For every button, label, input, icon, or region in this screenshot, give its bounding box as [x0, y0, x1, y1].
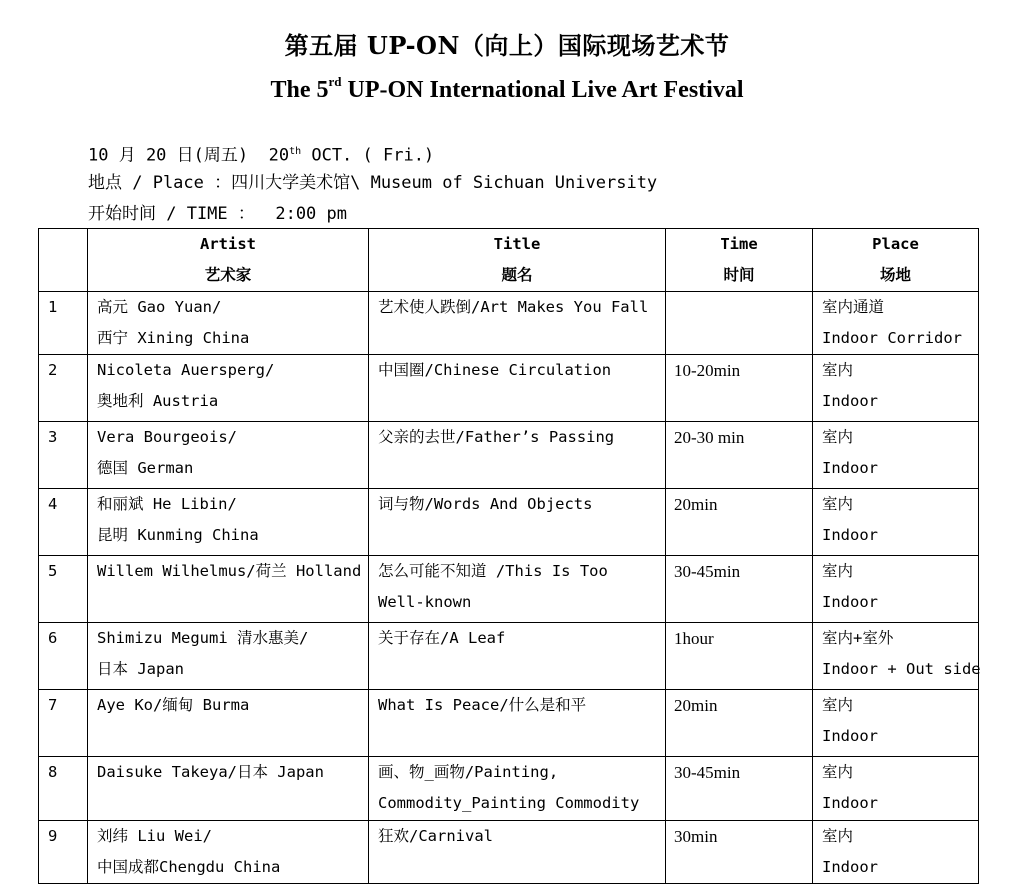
- cell-number: [39, 821, 88, 884]
- cell-time: [666, 821, 813, 884]
- cell-artist-line: 德国 German: [97, 459, 194, 477]
- table-row: [39, 757, 979, 821]
- table-row: [39, 556, 979, 623]
- event-place: 地点 / Place ：四川大学美术馆\ Museum of Sichuan University: [88, 173, 658, 193]
- table-row: [39, 623, 979, 690]
- cell-artist-line: Vera Bourgeois/: [97, 428, 237, 446]
- cell-artist-line: 中国成都Chengdu China: [97, 858, 281, 876]
- table-header-row: [39, 229, 979, 292]
- cell-artist: [88, 821, 369, 884]
- cell-number: [39, 556, 88, 623]
- title-en-prefix: The 5: [270, 77, 329, 103]
- title-en-suffix: UP-ON International Live Art Festival: [341, 77, 744, 103]
- header-artist-cn: 艺术家: [204, 266, 252, 284]
- cell-time-line: 20min: [674, 495, 718, 514]
- cell-artist-line: 日本 Japan: [97, 660, 184, 678]
- cell-place-line: Indoor: [822, 794, 878, 812]
- table-row: [39, 690, 979, 757]
- header-title-en: Title: [493, 235, 541, 253]
- cell-place-line: Indoor: [822, 727, 878, 745]
- cell-title-line: 怎么可能不知道 /This Is Too: [378, 562, 608, 580]
- cell-title: [369, 422, 666, 489]
- cell-place-line: 室内: [822, 562, 854, 580]
- header-time: [666, 229, 813, 292]
- cell-artist-line: 奥地利 Austria: [97, 392, 219, 410]
- cell-artist: [88, 556, 369, 623]
- cell-place: [813, 489, 979, 556]
- cell-artist-line: Willem Wilhelmus/荷兰 Holland: [97, 562, 362, 580]
- cell-time-line: 30-45min: [674, 562, 741, 581]
- cell-artist-line: 昆明 Kunming China: [97, 526, 259, 544]
- cell-time-line: 1hour: [674, 629, 714, 648]
- cell-number: [39, 690, 88, 757]
- cell-place-line: 室内+室外: [822, 629, 894, 647]
- cell-number: [39, 355, 88, 422]
- page-title-english: [0, 76, 1014, 104]
- cell-place: [813, 690, 979, 757]
- table-row: [39, 821, 979, 884]
- cell-artist: [88, 623, 369, 690]
- header-artist: [88, 229, 369, 292]
- cell-title: [369, 821, 666, 884]
- cell-time-line: 20min: [674, 696, 718, 715]
- cell-title: [369, 757, 666, 821]
- cell-time: [666, 292, 813, 355]
- header-time-cn: 时间: [723, 266, 755, 284]
- cell-title-line: 关于存在/A Leaf: [378, 629, 506, 647]
- cell-place-line: 室内: [822, 827, 854, 845]
- schedule-table: [38, 228, 979, 884]
- cell-place-line: 室内: [822, 428, 854, 446]
- date-suffix: OCT. ( Fri.): [301, 145, 435, 166]
- cell-place-line: 室内: [822, 763, 854, 781]
- cell-time-line: 30min: [674, 827, 718, 846]
- cell-place: [813, 292, 979, 355]
- cell-number-line: 2: [48, 361, 58, 379]
- header-artist-en: Artist: [200, 235, 256, 253]
- cell-title-line: 词与物/Words And Objects: [378, 495, 593, 513]
- cell-place: [813, 623, 979, 690]
- table-row: [39, 355, 979, 422]
- cell-title-line: 画、物_画物/Painting,: [378, 763, 559, 781]
- cell-title: [369, 623, 666, 690]
- event-date: [88, 142, 434, 166]
- cell-place-line: 室内: [822, 361, 854, 379]
- cell-artist-line: Aye Ko/缅甸 Burma: [97, 696, 250, 714]
- cell-title-line: Well-known: [378, 593, 472, 611]
- cell-artist: [88, 355, 369, 422]
- cell-time: [666, 489, 813, 556]
- cell-artist-line: Daisuke Takeya/日本 Japan: [97, 763, 324, 781]
- cell-artist-line: 刘纬 Liu Wei/: [97, 827, 212, 845]
- cell-number-line: 3: [48, 428, 58, 446]
- cell-title: [369, 556, 666, 623]
- cell-place-line: Indoor Corridor: [822, 329, 962, 347]
- cell-place: [813, 355, 979, 422]
- cell-time-line: 10-20min: [674, 361, 741, 380]
- cell-title: [369, 355, 666, 422]
- header-place-cn: 场地: [879, 266, 911, 284]
- cell-place-line: Indoor: [822, 593, 878, 611]
- cell-number-line: 4: [48, 495, 58, 513]
- table-row: [39, 422, 979, 489]
- cell-place-line: 室内: [822, 495, 854, 513]
- cell-artist-line: Nicoleta Auersperg/: [97, 361, 275, 379]
- cell-title: [369, 292, 666, 355]
- title-en-superscript: rd: [328, 74, 342, 89]
- cell-artist-line: 高元 Gao Yuan/: [97, 298, 222, 316]
- cell-place: [813, 821, 979, 884]
- header-number: [39, 229, 88, 292]
- cell-time-line: 20-30 min: [674, 428, 745, 447]
- header-time-en: Time: [720, 235, 758, 253]
- cell-time: [666, 355, 813, 422]
- page-title-chinese: 第五届 UP-ON（向上）国际现场艺术节: [284, 31, 730, 60]
- header-title: [369, 229, 666, 292]
- cell-title-line: 中国圈/Chinese Circulation: [378, 361, 612, 379]
- header-place-en: Place: [872, 235, 919, 253]
- cell-time: [666, 422, 813, 489]
- header-place: [813, 229, 979, 292]
- cell-place-line: 室内: [822, 696, 854, 714]
- cell-number: [39, 623, 88, 690]
- cell-artist: [88, 422, 369, 489]
- cell-number: [39, 489, 88, 556]
- cell-artist-line: Shimizu Megumi 清水惠美/: [97, 629, 309, 647]
- cell-title-line: 父亲的去世/Father’s Passing: [378, 428, 615, 446]
- cell-place-line: Indoor: [822, 392, 878, 410]
- cell-place: [813, 757, 979, 821]
- cell-time: [666, 623, 813, 690]
- cell-number: [39, 757, 88, 821]
- cell-place-line: Indoor + Out side: [822, 660, 981, 678]
- cell-title-line: 艺术使人跌倒/Art Makes You Fall: [378, 298, 649, 316]
- cell-number-line: 5: [48, 562, 58, 580]
- cell-number: [39, 422, 88, 489]
- cell-number: [39, 292, 88, 355]
- cell-number-line: 8: [48, 763, 58, 781]
- cell-place-line: Indoor: [822, 858, 878, 876]
- cell-place-line: Indoor: [822, 459, 878, 477]
- cell-place-line: 室内通道: [822, 298, 885, 316]
- cell-title: [369, 489, 666, 556]
- cell-place: [813, 422, 979, 489]
- cell-number-line: 1: [48, 298, 58, 316]
- cell-number-line: 7: [48, 696, 58, 714]
- event-start-time: 开始时间 / TIME ： 2:00 pm: [88, 204, 347, 224]
- cell-time: [666, 757, 813, 821]
- cell-artist: [88, 489, 369, 556]
- table-row: [39, 489, 979, 556]
- cell-artist: [88, 690, 369, 757]
- cell-number-line: 9: [48, 827, 58, 845]
- cell-title-line: 狂欢/Carnival: [378, 827, 493, 845]
- cell-title-line: Commodity_Painting Commodity: [378, 794, 640, 812]
- cell-title-line: What Is Peace/什么是和平: [378, 696, 587, 714]
- cell-number-line: 6: [48, 629, 58, 647]
- cell-time: [666, 690, 813, 757]
- cell-title: [369, 690, 666, 757]
- date-prefix: 10 月 20 日(周五) 20: [88, 145, 290, 166]
- cell-artist: [88, 292, 369, 355]
- cell-artist: [88, 757, 369, 821]
- table-row: [39, 292, 979, 355]
- date-superscript: th: [289, 146, 302, 157]
- cell-artist-line: 西宁 Xining China: [97, 329, 250, 347]
- cell-place: [813, 556, 979, 623]
- cell-place-line: Indoor: [822, 526, 878, 544]
- cell-time-line: 30-45min: [674, 763, 741, 782]
- header-title-cn: 题名: [501, 266, 533, 284]
- cell-time: [666, 556, 813, 623]
- cell-artist-line: 和丽斌 He Libin/: [97, 495, 237, 513]
